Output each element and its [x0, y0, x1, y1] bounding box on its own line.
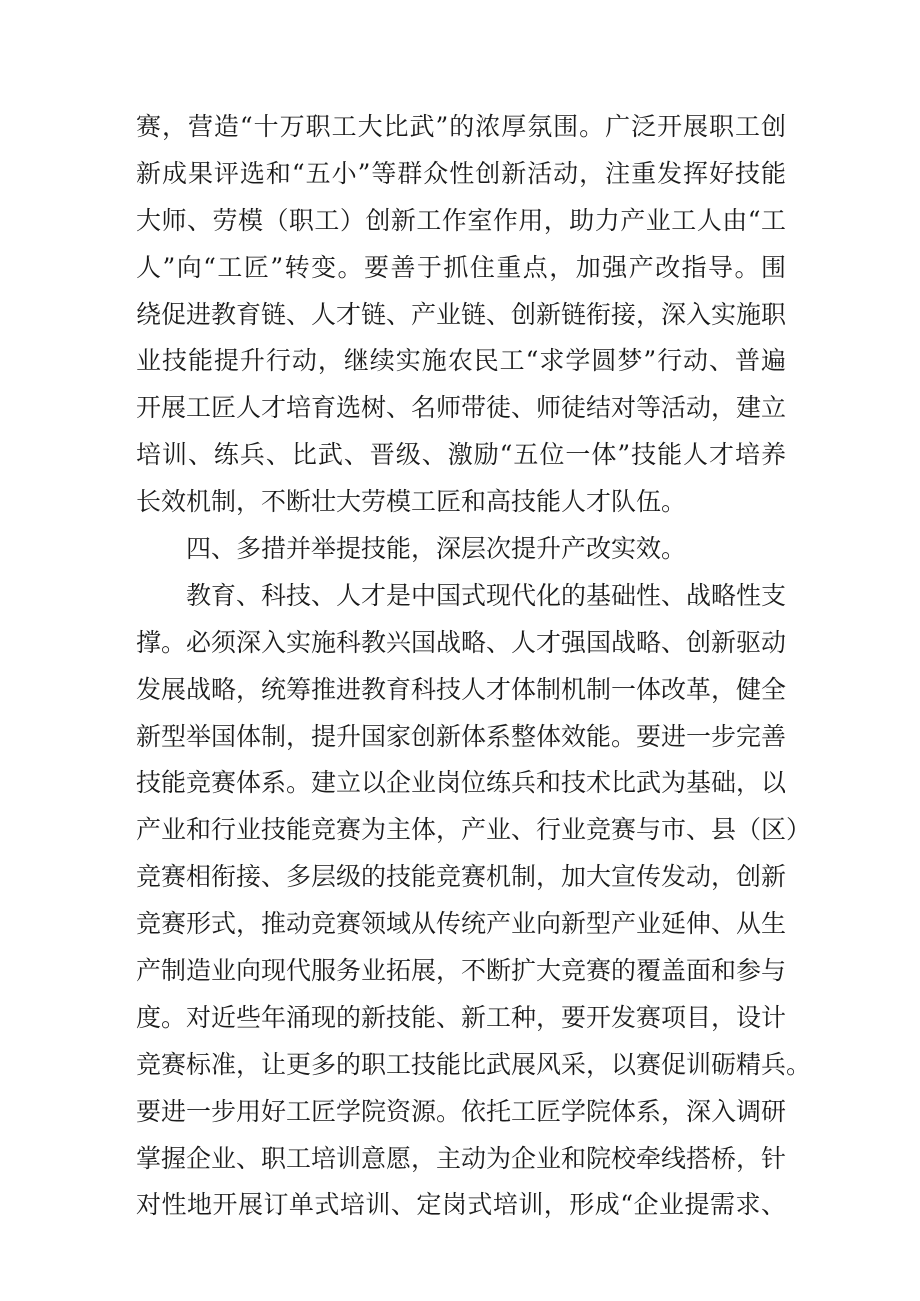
text-line: 产业和行业技能竞赛为主体，产业、行业竞赛与市、县（区） [136, 815, 812, 845]
text-line: 竞赛标准，让更多的职工技能比武展风采，以赛促训砺精兵。 [136, 1049, 812, 1079]
text-line: 对性地开展订单式培训、定岗式培训，形成“企业提需求、 [136, 1190, 786, 1220]
text-line: 业技能提升行动，继续实施农民工“求学圆梦”行动、普遍 [136, 346, 786, 376]
text-line: 竞赛形式，推动竞赛领域从传统产业向新型产业延伸、从生 [136, 909, 787, 939]
text-line: 人”向“工匠”转变。要善于抓住重点，加强产改指导。围 [136, 252, 786, 282]
section-heading: 四、多措并举提技能，深层次提升产改实效。 [186, 534, 687, 564]
text-line: 培训、练兵、比武、晋级、激励“五位一体”技能人才培养 [136, 440, 786, 470]
text-line: 撑。必须深入实施科教兴国战略、人才强国战略、创新驱动 [136, 627, 787, 657]
text-line: 技能竞赛体系。建立以企业岗位练兵和技术比武为基础，以 [136, 768, 787, 798]
text-line: 度。对近些年涌现的新技能、新工种，要开发赛项目，设计 [136, 1002, 787, 1032]
text-line: 发展战略，统筹推进教育科技人才体制机制一体改革，健全 [136, 674, 787, 704]
text-line: 教育、科技、人才是中国式现代化的基础性、战略性支 [186, 580, 787, 610]
body-text [136, 104, 812, 1229]
text-line: 长效机制，不断壮大劳模工匠和高技能人才队伍。 [136, 487, 687, 517]
text-line: 产制造业向现代服务业拓展，不断扩大竞赛的覆盖面和参与 [136, 956, 787, 986]
text-line: 要进一步用好工匠学院资源。依托工匠学院体系，深入调研 [136, 1096, 787, 1126]
text-line: 绕促进教育链、人才链、产业链、创新链衔接，深入实施职 [136, 299, 787, 329]
text-line: 新型举国体制，提升国家创新体系整体效能。要进一步完善 [136, 721, 787, 751]
text-line: 赛，营造“十万职工大比武”的浓厚氛围。广泛开展职工创 [136, 112, 786, 141]
text-line: 大师、劳模（职工）创新工作室作用，助力产业工人由“工 [136, 205, 786, 235]
text-line: 掌握企业、职工培训意愿，主动为企业和院校牵线搭桥，针 [136, 1143, 787, 1173]
text-line: 竞赛相衔接、多层级的技能竞赛机制，加大宣传发动，创新 [136, 862, 787, 892]
text-line: 新成果评选和“五小”等群众性创新活动，注重发挥好技能 [136, 158, 786, 188]
text-line: 开展工匠人才培育选树、名师带徒、师徒结对等活动，建立 [136, 393, 787, 423]
